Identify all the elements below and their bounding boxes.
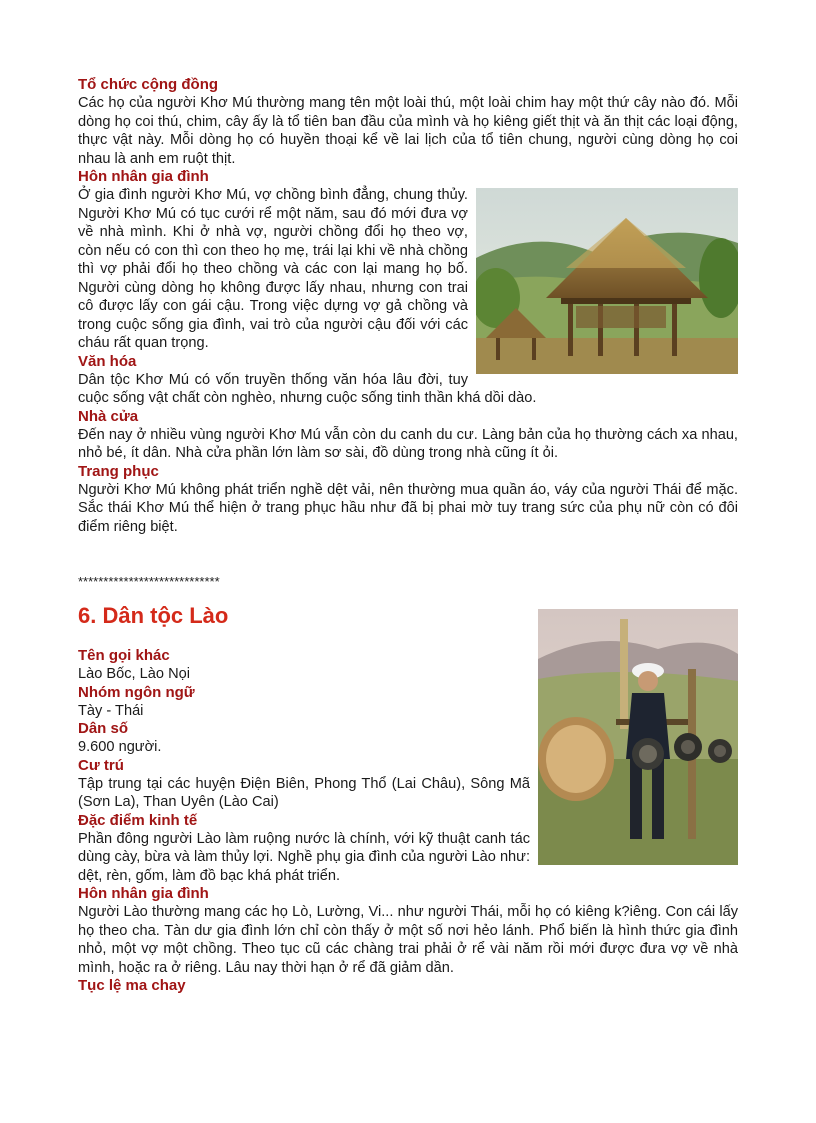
heading-costume: Trang phục xyxy=(78,462,159,480)
text-population: 9.600 người. xyxy=(78,739,162,755)
heading-marriage-khomu: Hôn nhân gia đình xyxy=(78,168,209,185)
document-page xyxy=(78,76,738,995)
heading-funeral-customs: Tục lệ ma chay xyxy=(78,977,186,994)
stilt-house-image xyxy=(476,188,738,374)
paragraph-costume: Người Khơ Mú không phát triển nghề dệt vải, nên thường mua quần áo, váy của người Thái để mặc. Sắc thái Khơ Mú thể hiện ở trang phục hầu như đã bị phai mờ tuy trang sức của phụ nữ còn có đôi điểm riêng biệt. xyxy=(78,481,738,535)
heading-culture: Văn hóa xyxy=(78,352,137,370)
lao-man-with-gongs-image xyxy=(538,609,738,865)
heading-marriage-lao: Hôn nhân gia đình xyxy=(78,885,209,902)
text-marriage-lao: Người Lào thường mang các họ Lò, Lường, Vi... như người Thái, mỗi họ có kiêng k?iêng. Con cái lấy họ theo cha. Tàn dư gia đình lớn chỉ còn thấy ở một số nơi hẻo lánh. Phổ biến là hình thức gia đình nhỏ, một vợ một chồng. Theo tục cũ các chàng trai phải ở rể vài năm rồi mới được đưa vợ về nhà mình, hoặc ra ở riêng. Lâu nay thời hạn ở rể đã giảm dần. xyxy=(78,904,738,976)
heading-housing: Nhà cửa xyxy=(78,407,139,425)
heading-community-organization: Tổ chức cộng đồng xyxy=(78,76,219,93)
heading-language-group: Nhóm ngôn ngữ xyxy=(78,683,195,701)
paragraph-marriage-khomu: Ở gia đình người Khơ Mú, vợ chồng bình đẳng, chung thủy. Người Khơ Mú có tục cưới rể một năm, sau đó mới đưa vợ về nhà mình. Khi ở nhà vợ, người chồng đổi họ theo vợ, còn nếu có con thì con theo họ mẹ, trái lại khi về nhà chồng thì vợ phải đổi họ theo chồng và các con lại mang họ bố. Người cùng dòng họ không được lấy nhau, nhưng con trai cô được lấy con gái cậu. Trong việc dựng vợ gả chồng và trong cuộc sống gia đình, vai trò của người cậu đối với các cháu rất quan trọng. xyxy=(78,187,468,351)
text-residence: Tập trung tại các huyện Điện Biên, Phong Thổ (Lai Châu), Sông Mã (Sơn La), Than Uyên (Lào Cai) xyxy=(78,775,530,810)
heading-population: Dân số xyxy=(78,720,129,737)
heading-alternative-names: Tên gọi khác xyxy=(78,647,170,664)
section-title-lao: 6. Dân tộc Lào xyxy=(78,603,229,628)
khomu-stilt-house-photo xyxy=(476,188,738,374)
section-separator: **************************** xyxy=(78,574,220,589)
text-economy: Phần đông người Lào làm ruộng nước là chính, với kỹ thuật canh tác dùng cày, bừa và làm thủy lợi. Nghề phụ gia đình của người Lào như: dệt, rèn, gốm, làm đồ bạc khá phát triển. xyxy=(78,830,530,884)
paragraph-culture: Dân tộc Khơ Mú có vốn truyền thống văn hóa lâu đời, tuy cuộc sống vật chất còn nghèo, nhưng cuộc sống tinh thần khá dồi dào. xyxy=(78,371,537,406)
paragraph-community-organization: Các họ của người Khơ Mú thường mang tên một loài thú, một loài chim hay một thứ cây nào đó. Mỗi dòng họ coi thú, chim, cây ấy là tổ tiên ban đầu của mình và họ kiêng giết thịt và ăn thịt các loại động, thực vật này. Mỗi dòng họ có huyền thoại kể về lai lịch của tổ tiên chung, người cùng dòng họ coi nhau là anh em ruột thịt. xyxy=(78,95,738,167)
heading-economy: Đặc điểm kinh tế xyxy=(78,811,198,829)
lao-gong-photo xyxy=(538,609,738,865)
paragraph-housing: Đến nay ở nhiều vùng người Khơ Mú vẫn còn du canh du cư. Làng bản của họ thường cách xa nhau, nhỏ bé, ít dân. Nhà cửa phần lớn làm sơ sài, đồ dùng trong nhà cũng ít ỏi. xyxy=(78,426,738,461)
text-language-group: Tày - Thái xyxy=(78,702,144,719)
heading-residence: Cư trú xyxy=(78,756,124,774)
text-alternative-names: Lào Bốc, Lào Nọi xyxy=(78,666,190,682)
